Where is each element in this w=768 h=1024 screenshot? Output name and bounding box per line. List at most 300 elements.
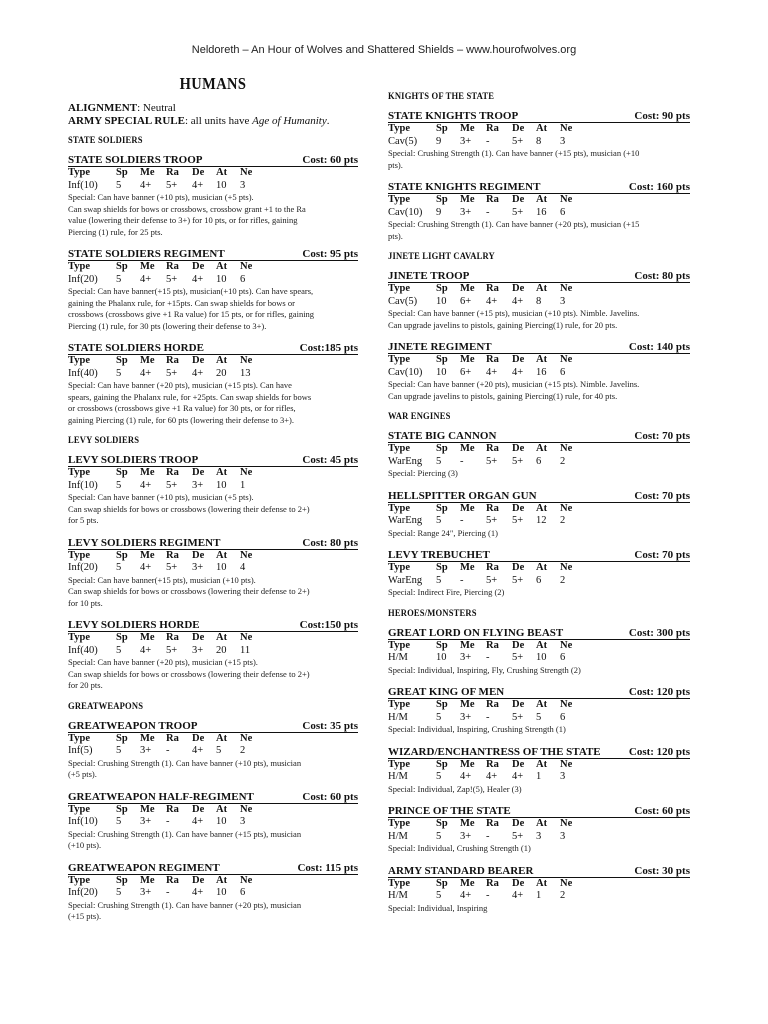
stat-value: 3 bbox=[240, 816, 246, 827]
stat-header: Sp bbox=[116, 632, 128, 643]
stat-value: 4+ bbox=[486, 771, 498, 782]
stat-header: Sp bbox=[116, 874, 128, 886]
stat-value: 5+ bbox=[512, 135, 524, 147]
stat-header: At bbox=[536, 283, 548, 294]
stat-header: Ne bbox=[240, 874, 253, 886]
unit-entry bbox=[388, 110, 690, 171]
stat-value: 6 bbox=[560, 366, 566, 378]
unit-name: ARMY STANDARD BEARER bbox=[388, 864, 534, 877]
stat-header: Type bbox=[388, 354, 410, 365]
stat-header: At bbox=[536, 877, 548, 889]
stat-value: 4 bbox=[240, 562, 246, 573]
stat-header: Ra bbox=[166, 167, 179, 178]
stat-header: At bbox=[216, 355, 228, 366]
stat-header: Ra bbox=[486, 283, 499, 294]
army-rule-text: all units have bbox=[190, 115, 250, 127]
page-title: HUMANS bbox=[179, 74, 247, 93]
stat-header: Ne bbox=[240, 167, 253, 178]
stat-value: 5+ bbox=[166, 479, 178, 491]
stat-value: 5+ bbox=[166, 562, 178, 573]
stat-value: 8 bbox=[536, 135, 542, 147]
stat-value: Cav(5) bbox=[388, 135, 418, 147]
special-rule-line: Special: Can have banner (+10 pts), musician (+5 pts). bbox=[68, 492, 254, 502]
stat-header: Type bbox=[388, 639, 410, 651]
unit-cost: Cost: 60 pts bbox=[302, 154, 358, 166]
stat-value: 13 bbox=[240, 367, 251, 379]
unit-entry bbox=[68, 862, 358, 923]
stat-value: - bbox=[166, 745, 170, 756]
special-rule-line: for 20 pts. bbox=[68, 680, 103, 690]
stat-header: Sp bbox=[116, 467, 128, 478]
unit-cost: Cost: 140 pts bbox=[628, 341, 690, 353]
special-rule-line: pts). bbox=[388, 159, 403, 170]
stat-header: Me bbox=[460, 818, 475, 829]
stat-value: 16 bbox=[536, 206, 547, 218]
unit-cost: Cost:150 pts bbox=[299, 619, 358, 631]
stat-header: Type bbox=[68, 732, 90, 744]
stat-value: 5 bbox=[116, 367, 122, 379]
stat-header-row bbox=[68, 804, 358, 817]
stat-value: 3 bbox=[536, 830, 542, 842]
stat-header: Me bbox=[460, 639, 475, 651]
unit-name: GREATWEAPON REGIMENT bbox=[68, 861, 220, 874]
special-rule-line: Special: Crushing Strength (1). Can have banner (+15 pts), musician bbox=[68, 828, 302, 839]
unit-entry bbox=[388, 686, 690, 736]
stat-header: Type bbox=[388, 818, 410, 829]
stat-header: At bbox=[536, 758, 548, 770]
unit-header bbox=[68, 154, 358, 167]
stat-header-row bbox=[68, 467, 358, 480]
special-rule-line: Can swap shields for bows or crossbows (lowering their defense to 2+) bbox=[68, 668, 310, 679]
unit-header bbox=[68, 248, 358, 261]
stat-header-row bbox=[68, 167, 358, 180]
stat-value: - bbox=[486, 890, 490, 901]
stat-value: 3 bbox=[560, 830, 566, 842]
stat-header: De bbox=[512, 354, 525, 365]
stat-header: De bbox=[512, 699, 525, 710]
stat-value-row bbox=[388, 575, 690, 588]
stat-value: 4+ bbox=[192, 887, 204, 898]
stat-header-row bbox=[68, 550, 358, 563]
stat-header: Sp bbox=[436, 562, 448, 573]
stat-value: 5 bbox=[116, 816, 122, 827]
stat-header: Type bbox=[388, 877, 410, 889]
unit-cost: Cost: 70 pts bbox=[634, 430, 690, 442]
stat-value-row bbox=[68, 816, 358, 829]
stat-header-row bbox=[388, 818, 690, 831]
stat-value: 5 bbox=[116, 179, 122, 191]
unit-cost: Cost: 60 pts bbox=[302, 790, 358, 803]
unit-name: STATE KNIGHTS REGIMENT bbox=[388, 181, 541, 193]
stat-header: De bbox=[192, 355, 205, 366]
special-rule-line: pts). bbox=[388, 230, 403, 241]
stat-value: 10 bbox=[216, 816, 227, 827]
unit-entry bbox=[388, 490, 690, 540]
unit-name: WIZARD/ENCHANTRESS OF THE STATE bbox=[388, 745, 601, 758]
stat-value: 2 bbox=[560, 574, 566, 586]
stat-header: Sp bbox=[116, 355, 128, 366]
special-rule-line: Special: Can have banner (+20 pts), musician (+15 pts). Nimble. Javelins. bbox=[388, 379, 640, 389]
army-rule-end: . bbox=[326, 115, 330, 127]
unit-header bbox=[388, 549, 690, 562]
unit-header bbox=[388, 110, 690, 123]
stat-header: Type bbox=[68, 355, 90, 366]
stat-value: 3 bbox=[240, 179, 246, 191]
unit-cost: Cost: 45 pts bbox=[302, 454, 358, 466]
unit-name: LEVY SOLDIERS REGIMENT bbox=[68, 536, 221, 549]
stat-value: 6+ bbox=[460, 366, 472, 378]
stat-value: 5 bbox=[116, 887, 122, 898]
stat-value: 3+ bbox=[140, 887, 152, 898]
stat-header: Ra bbox=[166, 632, 179, 643]
special-rule-line: for 10 pts. bbox=[68, 597, 103, 608]
stat-header: De bbox=[512, 639, 525, 651]
stat-header: At bbox=[536, 123, 548, 134]
stat-header: Ne bbox=[240, 467, 253, 478]
unit-header bbox=[68, 720, 358, 733]
right-sections bbox=[388, 92, 690, 914]
stat-header: Sp bbox=[436, 758, 448, 770]
unit-header bbox=[388, 270, 690, 283]
unit-entry bbox=[68, 454, 358, 527]
stat-header: Ra bbox=[486, 194, 499, 205]
stat-value-row bbox=[68, 562, 358, 575]
stat-value: - bbox=[460, 515, 464, 526]
unit-header bbox=[388, 181, 690, 194]
stat-value-row bbox=[68, 274, 358, 287]
special-rule-line: Can upgrade javelins to pistols, gaining Piercing(1) rule, for 40 pts. bbox=[388, 390, 618, 401]
special-rule-line: Can swap shields for bows or crossbows (lowering their defense to 2+) bbox=[68, 503, 310, 514]
stat-header: Sp bbox=[436, 443, 448, 454]
stat-value: H/M bbox=[388, 652, 408, 663]
special-rule-line: Can upgrade javelins to pistols, gaining Piercing(1) rule, for 20 pts. bbox=[388, 319, 618, 330]
stat-value: 10 bbox=[216, 179, 227, 191]
special-rule-line: value (lowering their defense to 3+) for 10 pts, or for rifles, gaining bbox=[68, 215, 298, 225]
unit-entry bbox=[68, 342, 358, 426]
stat-value: 3+ bbox=[192, 644, 204, 656]
stat-value: 6 bbox=[560, 652, 566, 663]
unit-cost: Cost: 160 pts bbox=[628, 181, 690, 193]
stat-value: 4+ bbox=[512, 890, 524, 901]
stat-header: Me bbox=[460, 562, 475, 573]
stat-value: WarEng bbox=[388, 574, 423, 586]
stat-value: 5+ bbox=[166, 644, 178, 656]
stat-value-row bbox=[388, 515, 690, 528]
unit-entry bbox=[388, 627, 690, 677]
stat-header: Sp bbox=[116, 803, 128, 815]
stat-header: Ra bbox=[486, 639, 499, 651]
stat-header: At bbox=[216, 167, 228, 178]
unit-name: PRINCE OF THE STATE bbox=[388, 805, 511, 817]
stat-value: 11 bbox=[240, 644, 251, 656]
unit-cost: Cost: 70 pts bbox=[634, 549, 690, 561]
stat-value: 3+ bbox=[460, 830, 472, 842]
stat-value: 9 bbox=[436, 206, 442, 218]
stat-header: Sp bbox=[116, 549, 128, 561]
stat-value: Inf(40) bbox=[68, 644, 98, 656]
unit-cost: Cost: 90 pts bbox=[634, 110, 690, 122]
stat-value: 3+ bbox=[140, 745, 152, 756]
stat-value: WarEng bbox=[388, 455, 423, 467]
stat-header: Ra bbox=[486, 502, 499, 514]
unit-name: HELLSPITTER ORGAN GUN bbox=[388, 489, 537, 502]
stat-header: At bbox=[216, 732, 228, 744]
unit-header bbox=[68, 537, 358, 550]
stat-value: Inf(10) bbox=[68, 179, 98, 191]
stat-header: Ra bbox=[486, 699, 499, 710]
stat-header: Ne bbox=[240, 355, 253, 366]
stat-value: 16 bbox=[536, 366, 547, 378]
page-header: Neldoreth – An Hour of Wolves and Shattered Shields – www.hourofwolves.org bbox=[191, 44, 577, 56]
stat-header-row bbox=[68, 261, 358, 274]
stat-value: 4+ bbox=[140, 644, 152, 656]
stat-value: 10 bbox=[436, 366, 447, 378]
stat-value: Inf(5) bbox=[68, 745, 93, 756]
unit-cost: Cost: 80 pts bbox=[634, 270, 690, 282]
stat-header: Ne bbox=[240, 261, 253, 272]
special-rule-line: Piercing (1) rule, for 30 pts (lowering their defense to 3+). bbox=[68, 320, 267, 331]
stat-value: 5 bbox=[216, 745, 222, 756]
stat-header: Ne bbox=[560, 283, 573, 294]
stat-header-row bbox=[388, 443, 690, 456]
stat-value-row bbox=[68, 480, 358, 493]
stat-header: Ne bbox=[560, 194, 573, 205]
stat-header: Me bbox=[140, 732, 155, 744]
special-rule-line: gaining Piercing (1) rule, for 60 pts (lowering their defense to 3+). bbox=[68, 414, 294, 425]
stat-header: At bbox=[536, 194, 548, 205]
stat-value: 5+ bbox=[512, 455, 524, 467]
special-rule-line: Special: Crushing Strength (1). Can have banner (+20 pts), musician bbox=[68, 899, 302, 910]
stat-header-row bbox=[388, 123, 690, 136]
special-rule-line: Special: Piercing (3) bbox=[388, 468, 458, 478]
stat-value: 5+ bbox=[166, 367, 178, 379]
section-title: GREATWEAPONS bbox=[68, 701, 144, 712]
unit-name: STATE SOLDIERS TROOP bbox=[68, 154, 203, 166]
stat-header: Ne bbox=[560, 443, 573, 454]
stat-value: 5+ bbox=[512, 206, 524, 218]
stat-header: Ne bbox=[240, 632, 253, 643]
stat-header: Ra bbox=[486, 562, 499, 573]
stat-value: 3+ bbox=[140, 816, 152, 827]
stat-value: 5+ bbox=[166, 273, 178, 285]
stat-header: Ra bbox=[166, 732, 179, 744]
stat-header: Ne bbox=[560, 639, 573, 651]
special-rule-line: (+15 pts). bbox=[68, 911, 102, 921]
stat-header: Sp bbox=[436, 502, 448, 514]
stat-value: - bbox=[486, 652, 490, 663]
stat-value: H/M bbox=[388, 890, 408, 901]
unit-header bbox=[388, 430, 690, 443]
unit-name: GREAT LORD ON FLYING BEAST bbox=[388, 626, 564, 639]
stat-value: - bbox=[486, 711, 490, 723]
alignment-label: ALIGNMENT bbox=[68, 102, 138, 114]
stat-header-row bbox=[388, 759, 690, 772]
special-rule-line: Special: Individual, Inspiring, Fly, Crushing Strength (2) bbox=[388, 664, 581, 675]
special-rule-line: Special: Individual, Zap!(5), Healer (3) bbox=[388, 783, 522, 794]
stat-value-row bbox=[68, 887, 358, 900]
special-rule-line: spears, gaining the Phalanx rule, for +25pts. Can swap shields for bows bbox=[68, 391, 312, 402]
stat-header: Type bbox=[68, 167, 90, 178]
stat-value: 4+ bbox=[512, 366, 524, 378]
stat-value: H/M bbox=[388, 771, 408, 782]
stat-header: Me bbox=[460, 194, 475, 205]
stat-value: 5+ bbox=[486, 515, 498, 526]
stat-value: 5+ bbox=[166, 179, 178, 191]
stat-value: 5 bbox=[436, 771, 442, 782]
stat-value: 6 bbox=[536, 574, 542, 586]
stat-header: De bbox=[192, 874, 205, 886]
unit-entry bbox=[388, 549, 690, 599]
stat-value: 20 bbox=[216, 644, 227, 656]
alignment-value: Neutral bbox=[142, 102, 176, 114]
stat-value: 5 bbox=[436, 711, 442, 723]
stat-header-row bbox=[388, 699, 690, 712]
stat-value: 4+ bbox=[512, 771, 524, 782]
stat-header: Ne bbox=[560, 354, 573, 365]
unit-cost: Cost: 95 pts bbox=[302, 248, 358, 260]
stat-header: Type bbox=[68, 467, 90, 478]
stat-header-row bbox=[388, 640, 690, 653]
stat-header: De bbox=[192, 467, 205, 478]
stat-value-row bbox=[388, 890, 690, 903]
stat-header: Type bbox=[388, 699, 410, 710]
special-rule-line: Special: Can have banner(+15 pts), musician(+10 pts). Can have spears, bbox=[68, 286, 314, 296]
unit-entry bbox=[68, 619, 358, 692]
stat-header: Me bbox=[460, 354, 475, 365]
stat-header: Sp bbox=[436, 877, 448, 889]
stat-value: 12 bbox=[536, 515, 547, 526]
stat-value: 20 bbox=[216, 367, 227, 379]
unit-name: STATE KNIGHTS TROOP bbox=[388, 110, 519, 122]
stat-value: 4+ bbox=[512, 295, 524, 307]
stat-header: At bbox=[216, 874, 228, 886]
special-rule-line: Can swap shields for bows or crossbows, crossbow grant +1 to the Ra bbox=[68, 203, 306, 214]
stat-value-row bbox=[68, 745, 358, 758]
special-rule-line: Can swap shields for bows or crossbows (lowering their defense to 2+) bbox=[68, 586, 310, 596]
stat-value: - bbox=[460, 574, 464, 586]
stat-header-row bbox=[388, 194, 690, 207]
stat-header: Ne bbox=[560, 699, 573, 710]
stat-value: 3+ bbox=[192, 562, 204, 573]
special-rule-line: Special: Can have banner (+15 pts), musician (+10 pts). Nimble. Javelins. bbox=[388, 308, 640, 318]
stat-value: H/M bbox=[388, 711, 408, 723]
stat-value: 5 bbox=[436, 515, 442, 526]
stat-header: Ra bbox=[486, 758, 499, 770]
stat-value: 5+ bbox=[512, 515, 524, 526]
stat-value: 10 bbox=[216, 887, 227, 898]
stat-value: 5+ bbox=[486, 455, 498, 467]
right-column bbox=[388, 84, 690, 924]
stat-header: At bbox=[536, 639, 548, 651]
stat-value: Inf(20) bbox=[68, 273, 98, 285]
stat-value: H/M bbox=[388, 830, 408, 842]
alignment-line: ALIGNMENT: Neutral bbox=[68, 102, 176, 114]
special-rule-line: Special: Can have banner (+20 pts), musician (+15 pts). Can have bbox=[68, 380, 292, 390]
stat-header: Me bbox=[140, 549, 155, 561]
unit-cost: Cost: 120 pts bbox=[628, 745, 690, 758]
stat-header: Ra bbox=[486, 443, 499, 454]
stat-header: Ne bbox=[240, 549, 253, 561]
stat-value: 10 bbox=[436, 295, 447, 307]
special-rule-line: Special: Individual, Inspiring bbox=[388, 902, 488, 913]
stat-value: 5+ bbox=[512, 574, 524, 586]
stat-header: Ne bbox=[560, 877, 573, 889]
stat-header: Ra bbox=[486, 877, 499, 889]
unit-name: GREATWEAPON HALF-REGIMENT bbox=[68, 790, 254, 803]
stat-header-row bbox=[388, 283, 690, 296]
army-rule-label: ARMY SPECIAL RULE bbox=[68, 115, 185, 127]
stat-value-row bbox=[388, 296, 690, 309]
stat-header: De bbox=[192, 167, 205, 178]
stat-header: Type bbox=[68, 261, 90, 272]
stat-header: Type bbox=[388, 562, 410, 573]
stat-header: De bbox=[512, 194, 525, 205]
section-title: JINETE LIGHT CAVALRY bbox=[388, 252, 495, 262]
left-column bbox=[68, 74, 358, 933]
stat-header: De bbox=[512, 443, 525, 454]
stat-value: 4+ bbox=[140, 273, 152, 285]
stat-header: De bbox=[192, 261, 205, 272]
stat-value: 1 bbox=[536, 890, 542, 901]
stat-value: 3 bbox=[560, 771, 566, 782]
stat-header: Sp bbox=[436, 818, 448, 829]
unit-header bbox=[388, 805, 690, 818]
special-rule-line: (+5 pts). bbox=[68, 769, 97, 779]
unit-entry bbox=[388, 805, 690, 855]
stat-header: Ne bbox=[560, 123, 573, 134]
unit-name: GREAT KING OF MEN bbox=[388, 686, 505, 698]
special-rule-line: Special: Crushing Strength (1). Can have banner (+15 pts), musician (+10 bbox=[388, 148, 640, 158]
stat-value: 1 bbox=[536, 771, 542, 782]
special-rule-line: Special: Can have banner (+10 pts), musician (+5 pts). bbox=[68, 192, 254, 202]
unit-name: STATE SOLDIERS REGIMENT bbox=[68, 248, 225, 260]
stat-value: 4+ bbox=[192, 367, 204, 379]
stat-value: Inf(10) bbox=[68, 816, 98, 827]
stat-value: 4+ bbox=[486, 295, 498, 307]
unit-cost: Cost: 80 pts bbox=[302, 536, 358, 549]
stat-header: De bbox=[192, 732, 205, 744]
unit-entry bbox=[68, 791, 358, 852]
special-rule-line: Piercing (1) rule, for 25 pts. bbox=[68, 226, 163, 237]
special-rule-line: Special: Crushing Strength (1). Can have banner (+20 pts), musician (+15 bbox=[388, 219, 640, 229]
stat-header: Me bbox=[140, 167, 155, 178]
stat-value: 4+ bbox=[140, 179, 152, 191]
stat-header: De bbox=[512, 818, 525, 829]
stat-header-row bbox=[68, 632, 358, 645]
stat-value: 3+ bbox=[460, 206, 472, 218]
stat-header: At bbox=[216, 549, 228, 561]
stat-header: Me bbox=[460, 123, 475, 134]
stat-value: 9 bbox=[436, 135, 442, 147]
stat-value: 3+ bbox=[460, 652, 472, 663]
stat-value: 6 bbox=[240, 887, 246, 898]
stat-value: 4+ bbox=[192, 179, 204, 191]
stat-header: Sp bbox=[436, 283, 448, 294]
unit-name: GREATWEAPON TROOP bbox=[68, 719, 198, 732]
section-title: WAR ENGINES bbox=[388, 412, 451, 422]
special-rule-line: crossbows (crossbows give +1 Ra value) for 15 pts, or for rifles, gaining bbox=[68, 309, 315, 319]
stat-header: At bbox=[536, 354, 548, 365]
stat-header: Ne bbox=[560, 758, 573, 770]
stat-header: At bbox=[216, 803, 228, 815]
unit-name: LEVY SOLDIERS TROOP bbox=[68, 454, 199, 466]
unit-cost: Cost: 300 pts bbox=[628, 626, 690, 639]
stat-value: - bbox=[166, 816, 170, 827]
stat-value: - bbox=[166, 887, 170, 898]
stat-header: Type bbox=[388, 123, 410, 134]
unit-header bbox=[68, 454, 358, 467]
unit-cost: Cost: 35 pts bbox=[302, 719, 358, 732]
